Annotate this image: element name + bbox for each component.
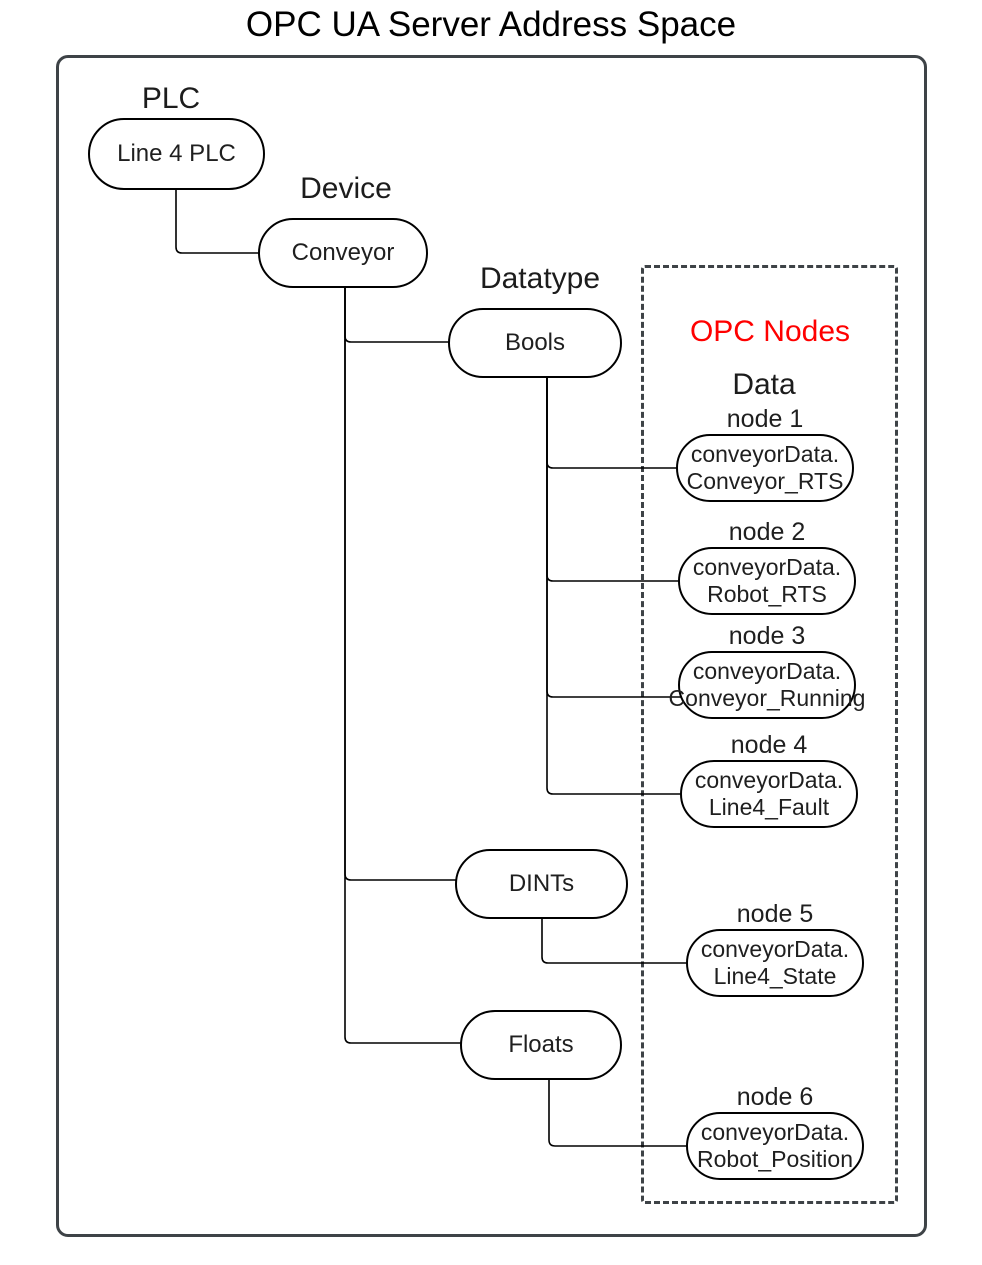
opc-node-3-text-line2: Conveyor_Running — [668, 685, 866, 711]
opc-node-5-label: node 5 — [736, 900, 814, 928]
opc-node-4-text-line1: conveyorData. — [694, 767, 844, 793]
opc-node-6-pill — [686, 1112, 864, 1180]
opc-node-5-text-line2: Line4_State — [713, 963, 837, 989]
opc-node-3-label: node 3 — [728, 622, 806, 650]
opc-nodes-heading: OPC Nodes — [689, 315, 851, 348]
opc-node-2-label: node 2 — [728, 518, 806, 546]
opc-node-group-2 — [678, 518, 856, 615]
datatype-dints-pill: DINTs — [455, 849, 628, 919]
opc-node-6-label: node 6 — [736, 1083, 814, 1111]
opc-node-4-pill — [680, 760, 858, 828]
device-category-label: Device — [300, 172, 392, 205]
datatype-floats-pill: Floats — [460, 1010, 622, 1080]
opc-node-group-5 — [686, 900, 864, 997]
opc-node-2-text-line1: conveyorData. — [692, 554, 842, 580]
opc-node-group-6 — [686, 1083, 864, 1180]
opc-node-4-label: node 4 — [730, 731, 808, 759]
opc-node-5-text-line1: conveyorData. — [700, 936, 850, 962]
opc-node-6-text-line1: conveyorData. — [700, 1119, 850, 1145]
opc-node-1-label: node 1 — [726, 405, 804, 433]
plc-category-label: PLC — [141, 82, 201, 115]
opc-node-1-text-line1: conveyorData. — [690, 441, 840, 467]
datatype-category-label: Datatype — [479, 262, 601, 295]
datatype-bools-pill: Bools — [448, 308, 622, 378]
opc-node-5-pill — [686, 929, 864, 997]
opc-node-2-text-line2: Robot_RTS — [707, 581, 827, 607]
opc-node-6-text-line2: Robot_Position — [697, 1146, 853, 1172]
opc-node-3-text-line1: conveyorData. — [692, 658, 842, 684]
opc-node-3-pill — [668, 651, 866, 719]
opc-node-4-text-line2: Line4_Fault — [708, 794, 830, 820]
diagram-title: OPC UA Server Address Space — [245, 5, 737, 44]
plc-node-pill: Line 4 PLC — [88, 118, 265, 190]
opc-node-1-pill — [676, 434, 854, 502]
opc-node-2-pill — [678, 547, 856, 615]
opc-node-group-3 — [668, 622, 866, 719]
opc-node-group-1 — [676, 405, 854, 502]
data-subheading: Data — [732, 368, 796, 401]
opc-node-1-text-line2: Conveyor_RTS — [686, 468, 844, 494]
opc-node-group-4 — [680, 731, 858, 828]
device-node-pill: Conveyor — [258, 218, 428, 288]
